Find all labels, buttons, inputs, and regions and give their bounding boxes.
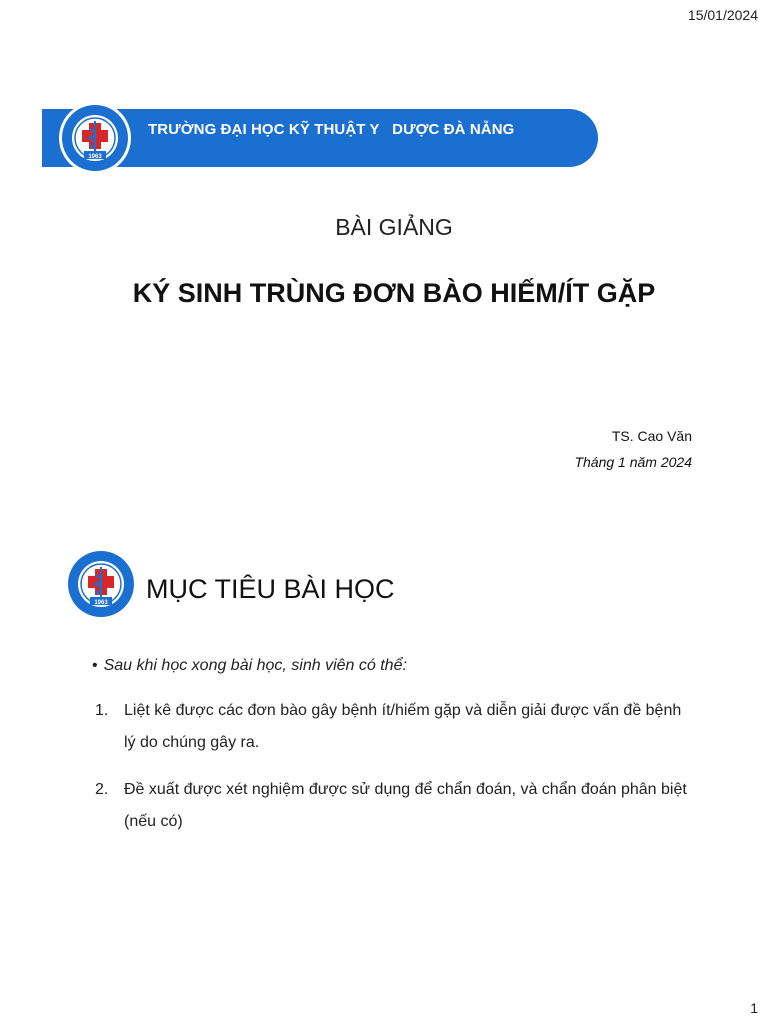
lecture-date: Tháng 1 năm 2024 bbox=[574, 454, 692, 470]
university-seal-icon bbox=[64, 547, 138, 621]
university-name: TRƯỜNG ĐẠI HỌC KỸ THUẬT Y DƯỢC ĐÀ NẴNG bbox=[148, 121, 515, 138]
seal-year-text: 1963 bbox=[94, 600, 108, 606]
objective-item bbox=[95, 774, 695, 838]
objective-item bbox=[95, 695, 695, 759]
objective-number: 2. bbox=[95, 781, 109, 798]
objective-text: Đề xuất được xét nghiệm được sử dụng để chẩn đoán, và chẩn đoán phân biệt (nếu có) bbox=[124, 781, 687, 830]
objectives-intro bbox=[92, 657, 407, 675]
university-seal-icon bbox=[58, 101, 132, 175]
seal-year-text: 1963 bbox=[88, 154, 102, 160]
author-name: TS. Cao Văn bbox=[611, 428, 692, 444]
page-number: 1 bbox=[750, 1000, 758, 1016]
intro-text: Sau khi học xong bài học, sinh viên có thể: bbox=[103, 657, 407, 674]
objective-number: 1. bbox=[95, 702, 109, 719]
bullet-icon: • bbox=[92, 657, 98, 674]
header-date: 15/01/2024 bbox=[687, 7, 758, 23]
objectives-heading: MỤC TIÊU BÀI HỌC bbox=[146, 574, 395, 604]
lecture-title: KÝ SINH TRÙNG ĐƠN BÀO HIẾM/ÍT GẶP bbox=[132, 278, 656, 308]
objective-text: Liệt kê được các đơn bào gây bệnh ít/hiếm gặp và diễn giải được vấn đề bệnh lý do chúng gây ra. bbox=[124, 702, 682, 751]
lecture-label: BÀI GIẢNG bbox=[335, 214, 453, 240]
